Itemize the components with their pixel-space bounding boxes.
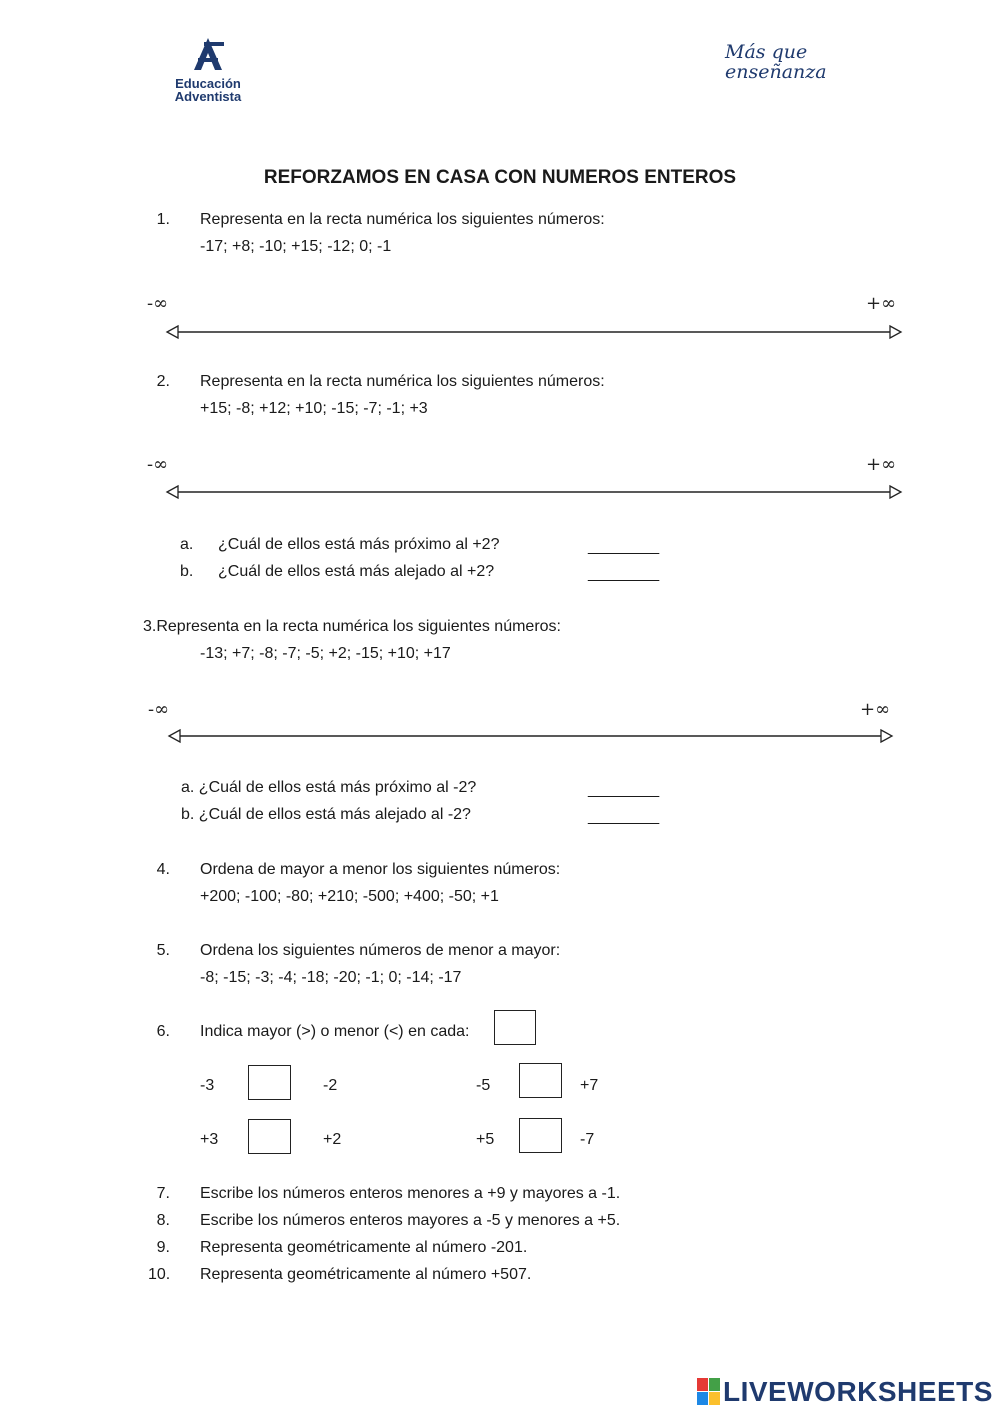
q6-text: Indica mayor (>) o menor (<) en cada: xyxy=(200,1023,470,1040)
liveworksheets-logo[interactable] xyxy=(697,1376,993,1408)
q6-pair1-answer-box[interactable] xyxy=(248,1065,291,1100)
live-badge-icon xyxy=(697,1378,721,1406)
logo-a-icon xyxy=(160,36,256,72)
q2b-text: ¿Cuál de ellos está más alejado al +2? xyxy=(218,563,495,580)
q6-pair3-answer-box[interactable] xyxy=(248,1119,291,1154)
q8-number: 8. xyxy=(156,1212,170,1229)
page-title: REFORZAMOS EN CASA CON NUMEROS ENTEROS xyxy=(263,167,737,188)
number-line-2[interactable] xyxy=(160,482,910,502)
q8-text: Escribe los números enteros mayores a -5 y menores a +5. xyxy=(200,1212,621,1229)
q1-text: Representa en la recta numérica los siguientes números: xyxy=(200,211,605,228)
q2-number: 2. xyxy=(156,373,170,390)
number-line-1[interactable] xyxy=(160,322,910,342)
number-line-3-left-label: -∞ xyxy=(148,699,170,720)
q9-text: Representa geométricamente al número -201. xyxy=(200,1239,528,1256)
q3b-text: b. ¿Cuál de ellos está más alejado al -2? xyxy=(181,806,471,823)
q5-text: Ordena los siguientes números de menor a mayor: xyxy=(200,942,561,959)
slogan-line1: Más que xyxy=(725,41,808,63)
q6-pair2-answer-box[interactable] xyxy=(519,1063,562,1098)
number-line-1-right-label: +∞ xyxy=(866,293,897,314)
q7-number: 7. xyxy=(156,1185,170,1202)
q6-number: 6. xyxy=(156,1023,170,1040)
q10-text: Representa geométricamente al número +507. xyxy=(200,1266,532,1283)
q3a-answer-blank[interactable]: ________ xyxy=(588,781,660,798)
q6-pair4-left: +5 xyxy=(476,1131,495,1148)
number-line-3[interactable] xyxy=(160,726,900,746)
q6-pair4-right: -7 xyxy=(580,1131,595,1148)
logo-line1: Educación xyxy=(175,76,241,91)
q3b-answer-blank[interactable]: ________ xyxy=(588,808,660,825)
q2a-text: ¿Cuál de ellos está más próximo al +2? xyxy=(218,536,500,553)
q6-pair1-right: -2 xyxy=(323,1077,338,1094)
number-line-1-left-label: -∞ xyxy=(147,293,169,314)
q1-values: -17; +8; -10; +15; -12; 0; -1 xyxy=(200,238,392,255)
q3-values: -13; +7; -8; -7; -5; +2; -15; +10; +17 xyxy=(200,645,451,662)
q10-number: 10. xyxy=(148,1266,171,1283)
number-line-3-right-label: +∞ xyxy=(860,699,891,720)
q4-values: +200; -100; -80; +210; -500; +400; -50; +1 xyxy=(200,888,499,905)
number-line-2-left-label: -∞ xyxy=(147,454,169,475)
q4-text: Ordena de mayor a menor los siguientes números: xyxy=(200,861,561,878)
q6-pair2-right: +7 xyxy=(580,1077,599,1094)
q7-text: Escribe los números enteros menores a +9 y mayores a -1. xyxy=(200,1185,621,1202)
liveworksheets-brand: LIVEWORKSHEETS xyxy=(723,1376,993,1407)
q6-pair2-left: -5 xyxy=(476,1077,491,1094)
q3a-text: a. ¿Cuál de ellos está más próximo al -2? xyxy=(181,779,477,796)
q2-text: Representa en la recta numérica los siguientes números: xyxy=(200,373,605,390)
q5-values: -8; -15; -3; -4; -18; -20; -1; 0; -14; -17 xyxy=(200,969,462,986)
q2b-label: b. xyxy=(180,563,194,580)
q9-number: 9. xyxy=(156,1239,170,1256)
q6-pair3-right: +2 xyxy=(323,1131,342,1148)
q2a-label: a. xyxy=(180,536,194,553)
q5-number: 5. xyxy=(156,942,170,959)
q6-example-box xyxy=(494,1010,536,1045)
logo xyxy=(160,36,256,106)
q2a-answer-blank[interactable]: ________ xyxy=(588,538,660,555)
q6-pair4-answer-box[interactable] xyxy=(519,1118,562,1153)
q2-values: +15; -8; +12; +10; -15; -7; -1; +3 xyxy=(200,400,428,417)
q3-text: 3.Representa en la recta numérica los siguientes números: xyxy=(143,618,561,635)
q6-pair3-left: +3 xyxy=(200,1131,219,1148)
q2b-answer-blank[interactable]: ________ xyxy=(588,565,660,582)
q1-number: 1. xyxy=(156,211,170,228)
q6-pair1-left: -3 xyxy=(200,1077,215,1094)
logo-line2: Adventista xyxy=(174,89,242,104)
slogan-line2: enseñanza xyxy=(725,61,827,83)
slogan xyxy=(725,42,827,82)
number-line-2-right-label: +∞ xyxy=(866,454,897,475)
q4-number: 4. xyxy=(156,861,170,878)
